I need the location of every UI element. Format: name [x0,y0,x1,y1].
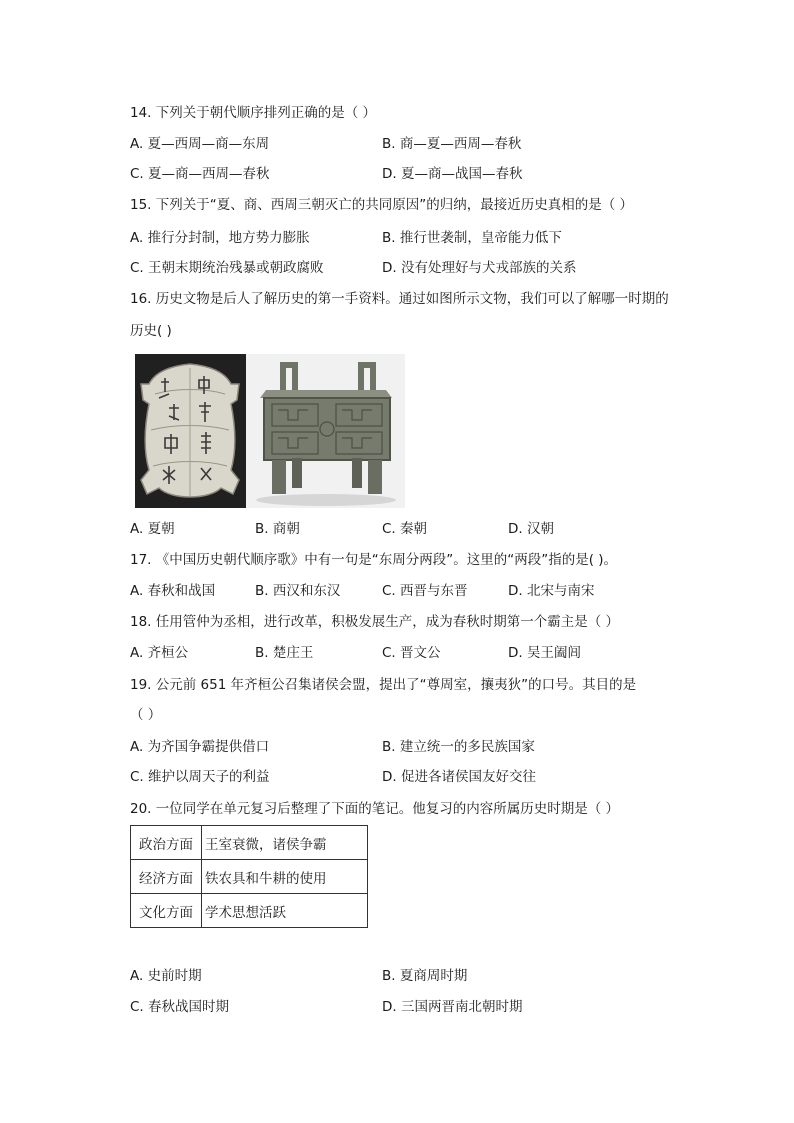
q19-option-b: B. 建立统一的多民族国家 [382,739,535,755]
q18-option-a: A. 齐桓公 [130,645,189,661]
q19-option-d: D. 促进各诸侯国友好交往 [382,769,536,785]
question-16-figure [135,354,405,508]
bronze-ding-image [246,354,405,508]
question-14-stem: 14. 下列关于朝代顺序排列正确的是（ ） [130,105,377,121]
q16-option-c: C. 秦朝 [382,521,428,537]
q18-option-b: B. 楚庄王 [255,645,314,661]
q20-option-d: D. 三国两晋南北朝时期 [382,999,523,1015]
question-20-stem: 20. 一位同学在单元复习后整理了下面的笔记。他复习的内容所属历史时期是（ ） [130,801,620,817]
q17-option-d: D. 北宋与南宋 [508,583,595,599]
question-17-stem: 17. 《中国历史朝代顺序歌》中有一句是“东周分两段”。这里的“两段”指的是( )。 [130,552,618,568]
q20-option-a: A. 史前时期 [130,968,202,984]
review-notes-table [130,825,368,928]
q14-option-c: C. 夏—商—西周—春秋 [130,166,270,182]
question-19-stem: 19. 公元前 651 年齐桓公召集诸侯会盟，提出了“尊周室，攘夷狄”的口号。其目的是 [130,677,637,693]
question-19-stem-continued: （ ） [130,707,162,723]
table-cell-content: 铁农具和牛耕的使用 [202,860,368,894]
question-16-stem-continued: 历史( ) [130,323,172,339]
q20-option-b: B. 夏商周时期 [382,968,468,984]
table-row [131,860,368,894]
q19-option-c: C. 维护以周天子的利益 [130,769,270,785]
q16-option-b: B. 商朝 [255,521,300,537]
q19-option-a: A. 为齐国争霸提供借口 [130,739,270,755]
table-row [131,894,368,928]
q15-option-d: D. 没有处理好与犬戎部族的关系 [382,260,577,276]
bronze-ding-icon [246,354,405,508]
q18-option-c: C. 晋文公 [382,645,441,661]
table-cell-content: 王室衰微，诸侯争霸 [202,826,368,860]
q16-option-a: A. 夏朝 [130,521,175,537]
question-18-stem: 18. 任用管仲为丞相，进行改革，积极发展生产，成为春秋时期第一个霸主是（ ） [130,614,620,630]
oracle-bone-shell-icon [135,354,246,508]
q15-option-a: A. 推行分封制，地方势力膨胀 [130,230,310,246]
table-cell-aspect: 政治方面 [131,826,202,860]
oracle-bone-shell-image [135,354,246,508]
q17-option-c: C. 西晋与东晋 [382,583,468,599]
q18-option-d: D. 吴王阖闾 [508,645,581,661]
q17-option-b: B. 西汉和东汉 [255,583,341,599]
q20-option-c: C. 春秋战国时期 [130,999,230,1015]
q15-option-b: B. 推行世袭制，皇帝能力低下 [382,230,562,246]
question-15-stem: 15. 下列关于“夏、商、西周三朝灭亡的共同原因”的归纳，最接近历史真相的是（ ） [130,197,634,213]
table-cell-content: 学术思想活跃 [202,894,368,928]
q16-option-d: D. 汉朝 [508,521,554,537]
q17-option-a: A. 春秋和战国 [130,583,216,599]
q14-option-a: A. 夏—西周—商—东周 [130,136,270,152]
q14-option-d: D. 夏—商—战国—春秋 [382,166,523,182]
question-16-stem: 16. 历史文物是后人了解历史的第一手资料。通过如图所示文物，我们可以了解哪一时期的 [130,291,669,307]
table-row [131,826,368,860]
table-cell-aspect: 经济方面 [131,860,202,894]
q15-option-c: C. 王朝末期统治残暴或朝政腐败 [130,260,324,276]
q14-option-b: B. 商—夏—西周—春秋 [382,136,522,152]
table-cell-aspect: 文化方面 [131,894,202,928]
